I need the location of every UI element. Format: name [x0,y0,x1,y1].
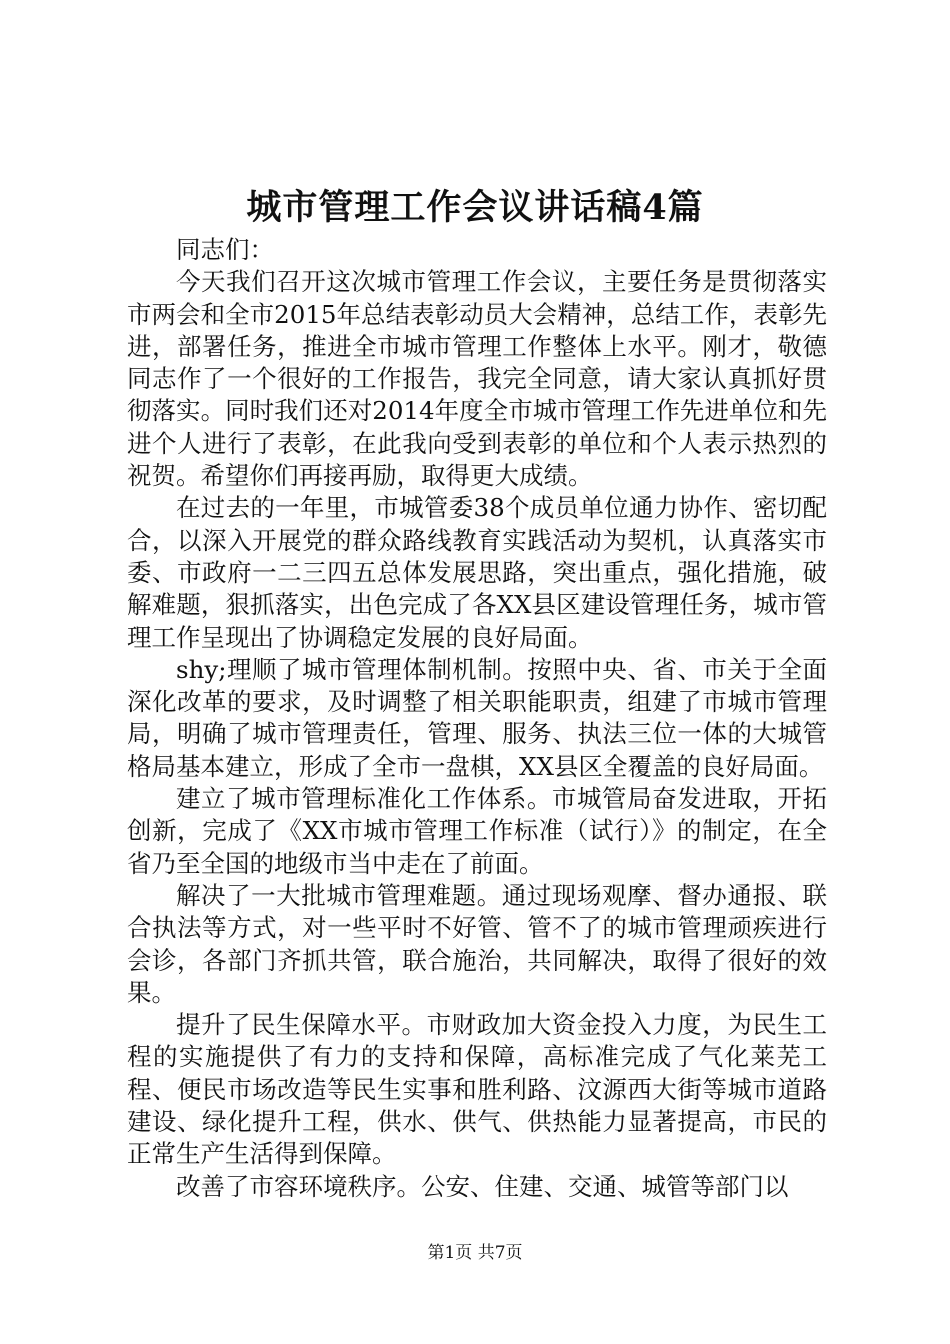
salutation-paragraph: 同志们： [176,235,274,264]
body-paragraph: 在过去的一年里，市城管委38个成员单位通力协作、密切配合，以深入开展党的群众路线教育实践活动为契机，认真落实市委、市政府一二三四五总体发展思路，突出重点，强化措施，破解难题，狠抓落实，出色完成了各XX县区建设管理任务，城市管理工作呈现出了协调稳定发展的良好局面。 [127,493,827,652]
body-paragraph: 解决了一大批城市管理难题。通过现场观摩、督办通报、联合执法等方式，对一些平时不好管、管不了的城市管理顽疾进行会诊，各部门齐抓共管，联合施治，共同解决，取得了很好的效果。 [127,880,827,1007]
page-number-footer: 第1页 共7页 [427,1243,523,1263]
document-body [127,234,827,1203]
body-paragraph: 改善了市容环境秩序。公安、住建、交通、城管等部门以 [176,1171,789,1201]
body-paragraph: 建立了城市管理标准化工作体系。市城管局奋发进取，开拓创新，完成了《XX市城市管理工作标准（试行）》的制定，在全省乃至全国的地级市当中走在了前面。 [127,784,827,878]
body-paragraph: shy;理顺了城市管理体制机制。按照中央、省、市关于全面深化改革的要求，及时调整了相关职能职责，组建了市城市管理局，明确了城市管理责任，管理、服务、执法三位一体的大城管格局基本建立，形成了全市一盘棋，XX县区全覆盖的良好局面。 [127,654,827,781]
body-paragraph: 提升了民生保障水平。市财政加大资金投入力度，为民生工程的实施提供了有力的支持和保障，高标准完成了气化莱芜工程、便民市场改造等民生实事和胜利路、汶源西大街等城市道路建设、绿化提升工程，供水、供气、供热能力显著提高，市民的正常生产生活得到保障。 [127,1010,827,1169]
document-title: 城市管理工作会议讲话稿4篇 [246,187,704,228]
body-paragraph: 今天我们召开这次城市管理工作会议，主要任务是贯彻落实市两会和全市2015年总结表彰动员大会精神，总结工作，表彰先进，部署任务，推进全市城市管理工作整体上水平。刚才，敬德同志作了一个很好的工作报告，我完全同意，请大家认真抓好贯彻落实。同时我们还对2014年度全市城市管理工作先进单位和先进个人进行了表彰，在此我向受到表彰的单位和个人表示热烈的祝贺。希望你们再接再励，取得更大成绩。 [127,267,827,491]
